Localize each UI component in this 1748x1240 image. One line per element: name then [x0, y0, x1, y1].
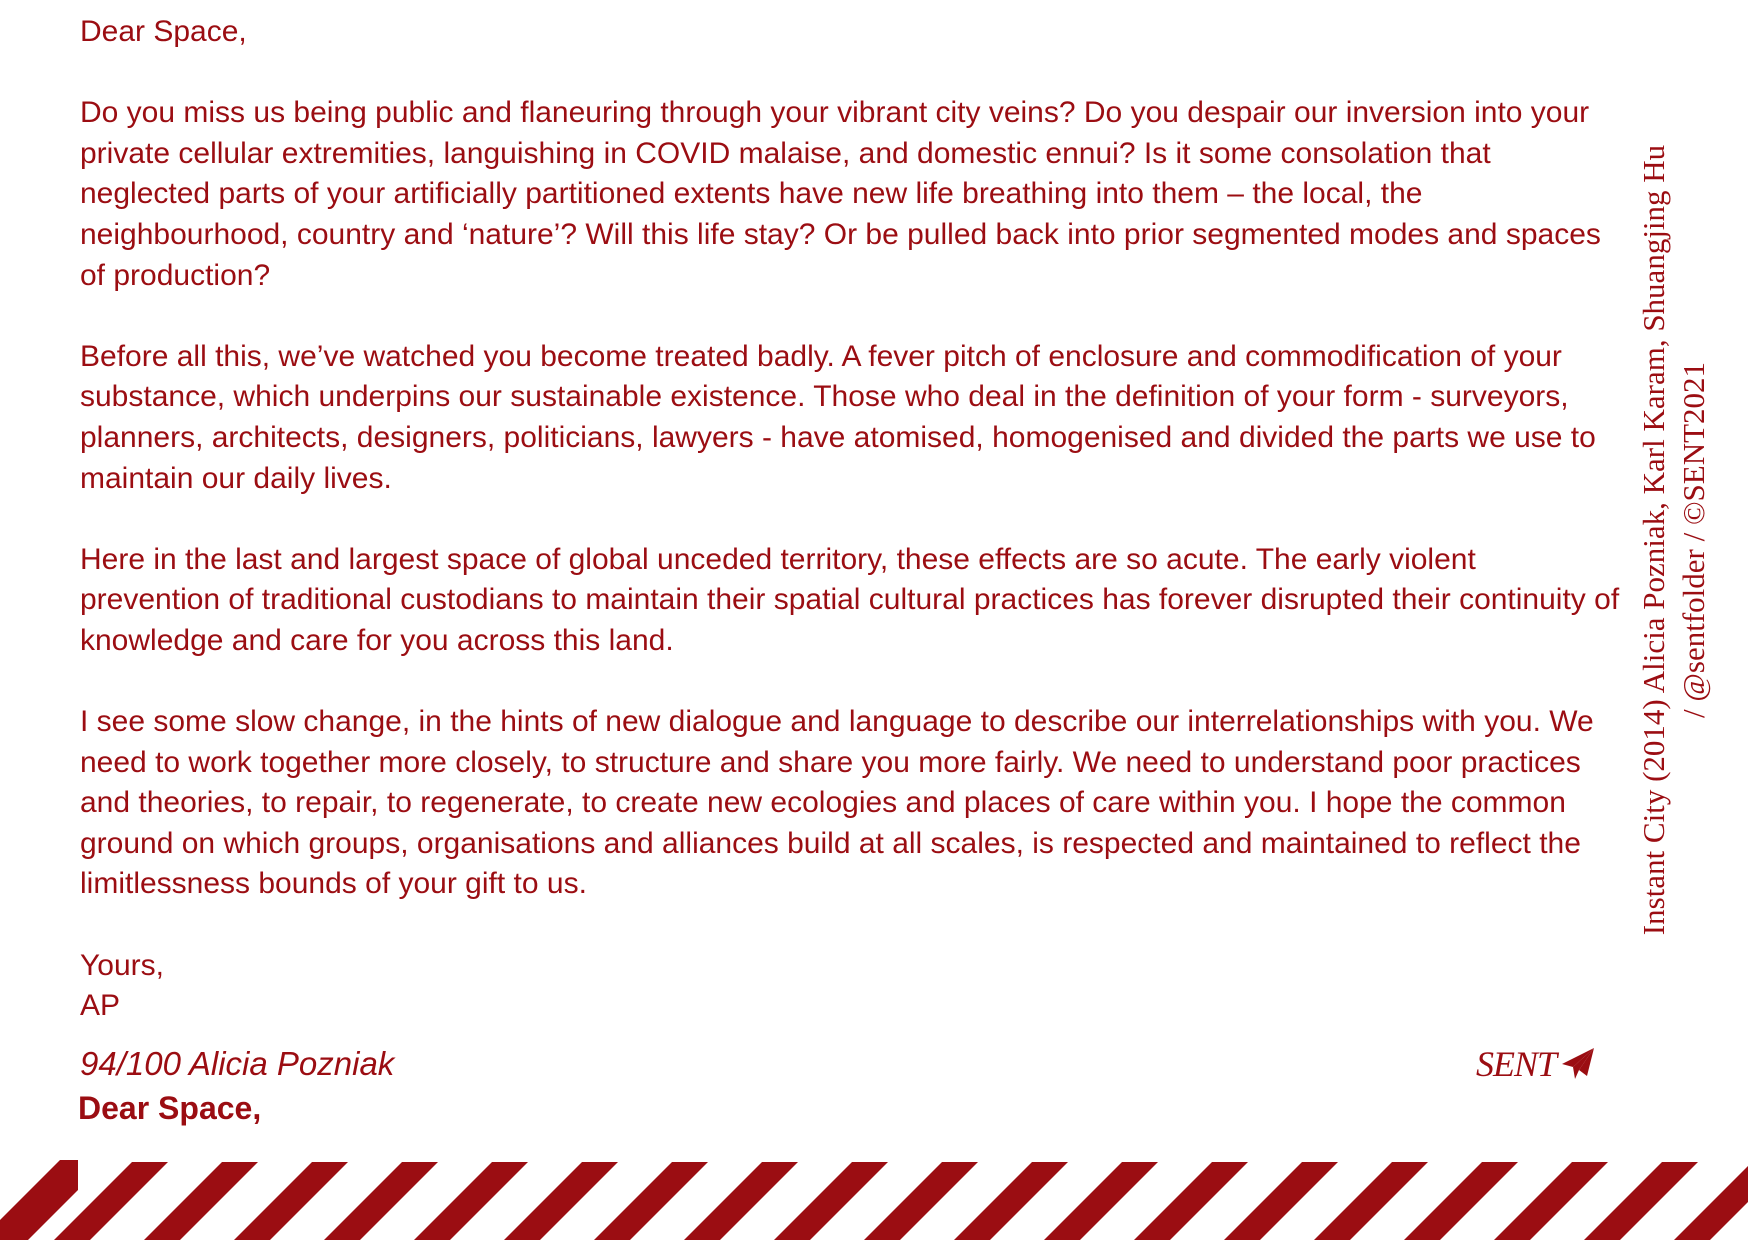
letter-paragraph-4: I see some slow change, in the hints of new dialogue and language to describe our interrelationships with you. We need to work together more closely, to structure and share you more fairly. We need to understand poor practices and theories, to repair, to regenerate, to create new ecologies and places of care within you. I hope the common ground on which groups, organisations and alliances build at all scales, is respected and maintained to reflect the limitlessness bounds of your gift to us.	[80, 705, 1594, 901]
edition-number: 94/100 Alicia Pozniak	[80, 1045, 395, 1082]
letter-signoff	[80, 946, 1620, 1027]
airmail-stripe-border	[0, 1160, 1748, 1240]
brand-name: SENT	[1475, 1044, 1556, 1084]
credit-line-2: / @sentfolder / ©SENT2021	[1676, 361, 1711, 719]
letter-paragraph-2: Before all this, we’ve watched you become treated badly. A fever pitch of enclosure and commodification of your substance, which underpins our sustainable existence. Those who deal in the definition of your form - surveyors, planners, architects, designers, politicians, lawyers - have atomised, homogenised and divided the parts we use to maintain our daily lives.	[80, 339, 1596, 495]
paper-plane-icon	[1560, 1046, 1596, 1082]
letter-closing: Yours,	[80, 948, 164, 982]
letter-body	[80, 12, 1620, 1027]
card-title: Dear Space,	[78, 1090, 262, 1126]
letter-paragraph-1: Do you miss us being public and flaneuring through your vibrant city veins? Do you despair our inversion into your private cellular extremities, languishing in COVID malaise, and domestic ennui? Is it some consolation that neglected parts of your artificially partitioned extents have new life breathing into them – the local, the neighbourhood, country and ‘nature’? Will this life stay? Or be pulled back into prior segmented modes and spaces of production?	[80, 96, 1601, 292]
letter-salutation: Dear Space,	[80, 15, 247, 48]
credit-line-1: Instant City (2014) Alicia Pozniak, Karl Karam, Shuangjing Hu	[1636, 144, 1671, 936]
brand-logo	[1476, 1044, 1596, 1084]
letter-paragraph-3: Here in the last and largest space of global unceded territory, these effects are so acute. The early violent prevention of traditional custodians to maintain their spatial cultural practices has forever disrupted their continuity of knowledge and care for you across this land.	[80, 542, 1620, 657]
credit-sidebar	[1634, 100, 1748, 980]
letter-signature: AP	[80, 989, 121, 1023]
